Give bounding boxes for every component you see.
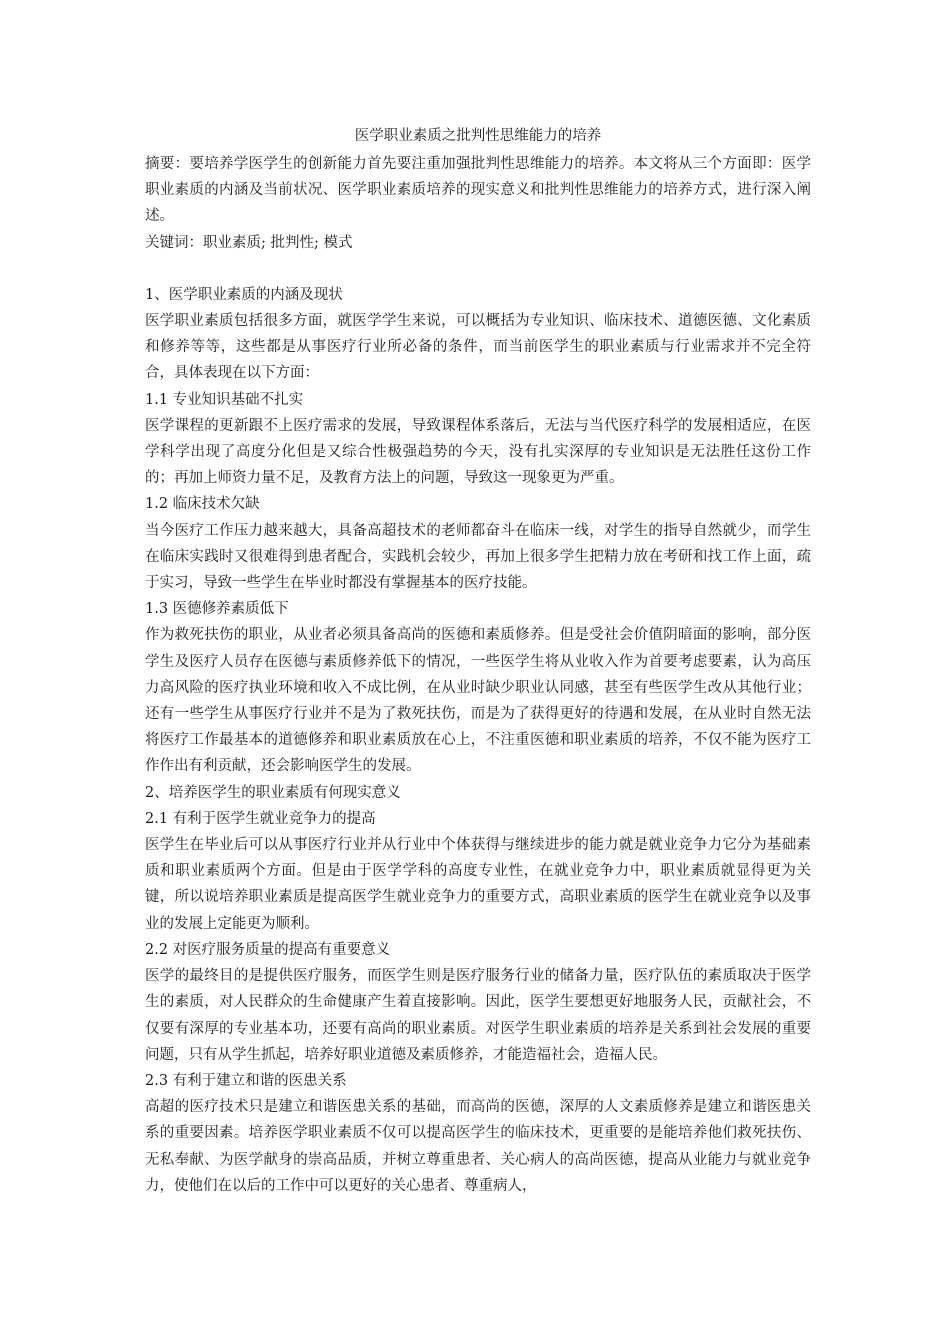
section-2-2-heading: 2.2 对医疗服务质量的提高有重要意义 xyxy=(145,941,391,958)
blank-line xyxy=(145,256,811,282)
document-title: 医学职业素质之批判性思维能力的培养 xyxy=(354,128,602,144)
section-1-1-paragraph: 医学课程的更新跟不上医疗需求的发展，导致课程体系落后，无法与当代医疗科学的发展相适应，在医学科学出现了高度分化但是又综合性极强趋势的今天，没有扎实深厚的专业知识是无法胜任这份工作的；再加上师资力量不足，及教育方法上的问题，导致这一现象更为严重。 xyxy=(145,417,811,487)
section-2-1-heading: 2.1 有利于医学生就业竞争力的提高 xyxy=(145,810,376,827)
section-1-3-paragraph: 作为救死扶伤的职业，从业者必须具备高尚的医德和素质修养。但是受社会价值阴暗面的影响，部分医学生及医疗人员存在医德与素质修养低下的情况，一些医学生将从业收入作为首要考虑要素，认为高压力高风险的医疗执业环境和收入不成比例，在从业时缺少职业认同感，甚至有些医学生改从其他行业；还有一些学生从事医疗行业并不是为了救死扶伤，而是为了获得更好的待遇和发展，在从业时自然无法将医疗工作最基本的道德修养和职业素质放在心上，不注重医德和职业素质的培养，不仅不能为医疗工作作出有利贡献，还会影响医学生的发展。 xyxy=(145,627,811,775)
document-body xyxy=(145,126,811,1199)
section-1-paragraph: 医学职业素质包括很多方面，就医学学生来说，可以概括为专业知识、临床技术、道德医德、文化素质和修养等等，这些都是从事医疗行业所必备的条件，而当前医学生的职业素质与行业需求并不完全符合，具体表现在以下方面： xyxy=(145,313,811,382)
keywords-line: 关键词：职业素质; 批判性; 模式 xyxy=(145,234,353,251)
section-1-1-heading: 1.1 专业知识基础不扎实 xyxy=(145,391,304,408)
section-2-3-heading: 2.3 有利于建立和谐的医患关系 xyxy=(145,1072,347,1089)
section-2-heading: 2、培养医学生的职业素质有何现实意义 xyxy=(145,784,401,801)
abstract-paragraph: 摘要：要培养学医学生的创新能力首先要注重加强批判性思维能力的培养。本文将从三个方面即：医学职业素质的内涵及当前状况、医学职业素质培养的现实意义和批判性思维能力的培养方式，进行深入阐述。 xyxy=(145,156,811,225)
section-1-3-heading: 1.3 医德修养素质低下 xyxy=(145,601,289,618)
section-2-2-paragraph: 医学的最终目的是提供医疗服务，而医学生则是医疗服务行业的储备力量，医疗队伍的素质取决于医学生的素质，对人民群众的生命健康产生着直接影响。因此，医学生要想更好地服务人民，贡献社会，不仅要有深厚的专业基本功，还要有高尚的职业素质。对医学生职业素质的培养是关系到社会发展的重要问题，只有从学生抓起，培养好职业道德及素质修养，才能造福社会，造福人民。 xyxy=(145,968,811,1063)
section-1-2-heading: 1.2 临床技术欠缺 xyxy=(145,496,260,513)
section-2-3-paragraph: 高超的医疗技术只是建立和谐医患关系的基础，而高尚的医德，深厚的人文素质修养是建立和谐医患关系的重要因素。培养医学职业素质不仅可以提高医学生的临床技术，更重要的是能培养他们救死扶伤、无私奉献、为医学献身的崇高品质，并树立尊重患者、关心病人的高尚医德，提高从业能力与就业竞争力，使他们在以后的工作中可以更好的关心患者、尊重病人， xyxy=(145,1099,811,1194)
section-2-1-paragraph: 医学生在毕业后可以从事医疗行业并从行业中个体获得与继续进步的能力就是就业竞争力它分为基础素质和职业素质两个方面。但是由于医学学科的高度专业性，在就业竞争力中，职业素质就显得更为关键，所以说培养职业素质是提高医学生就业竞争力的重要方式，高职业素质的医学生在就业竞争以及事业的发展上定能更为顺利。 xyxy=(145,837,811,932)
section-1-heading: 1、医学职业素质的内涵及现状 xyxy=(145,286,343,303)
section-1-2-paragraph: 当今医疗工作压力越来越大，具备高超技术的老师都奋斗在临床一线，对学生的指导自然就少，而学生在临床实践时又很难得到患者配合，实践机会较少，再加上很多学生把精力放在考研和找工作上面，疏于实习，导致一些学生在毕业时都没有掌握基本的医疗技能。 xyxy=(145,522,811,592)
